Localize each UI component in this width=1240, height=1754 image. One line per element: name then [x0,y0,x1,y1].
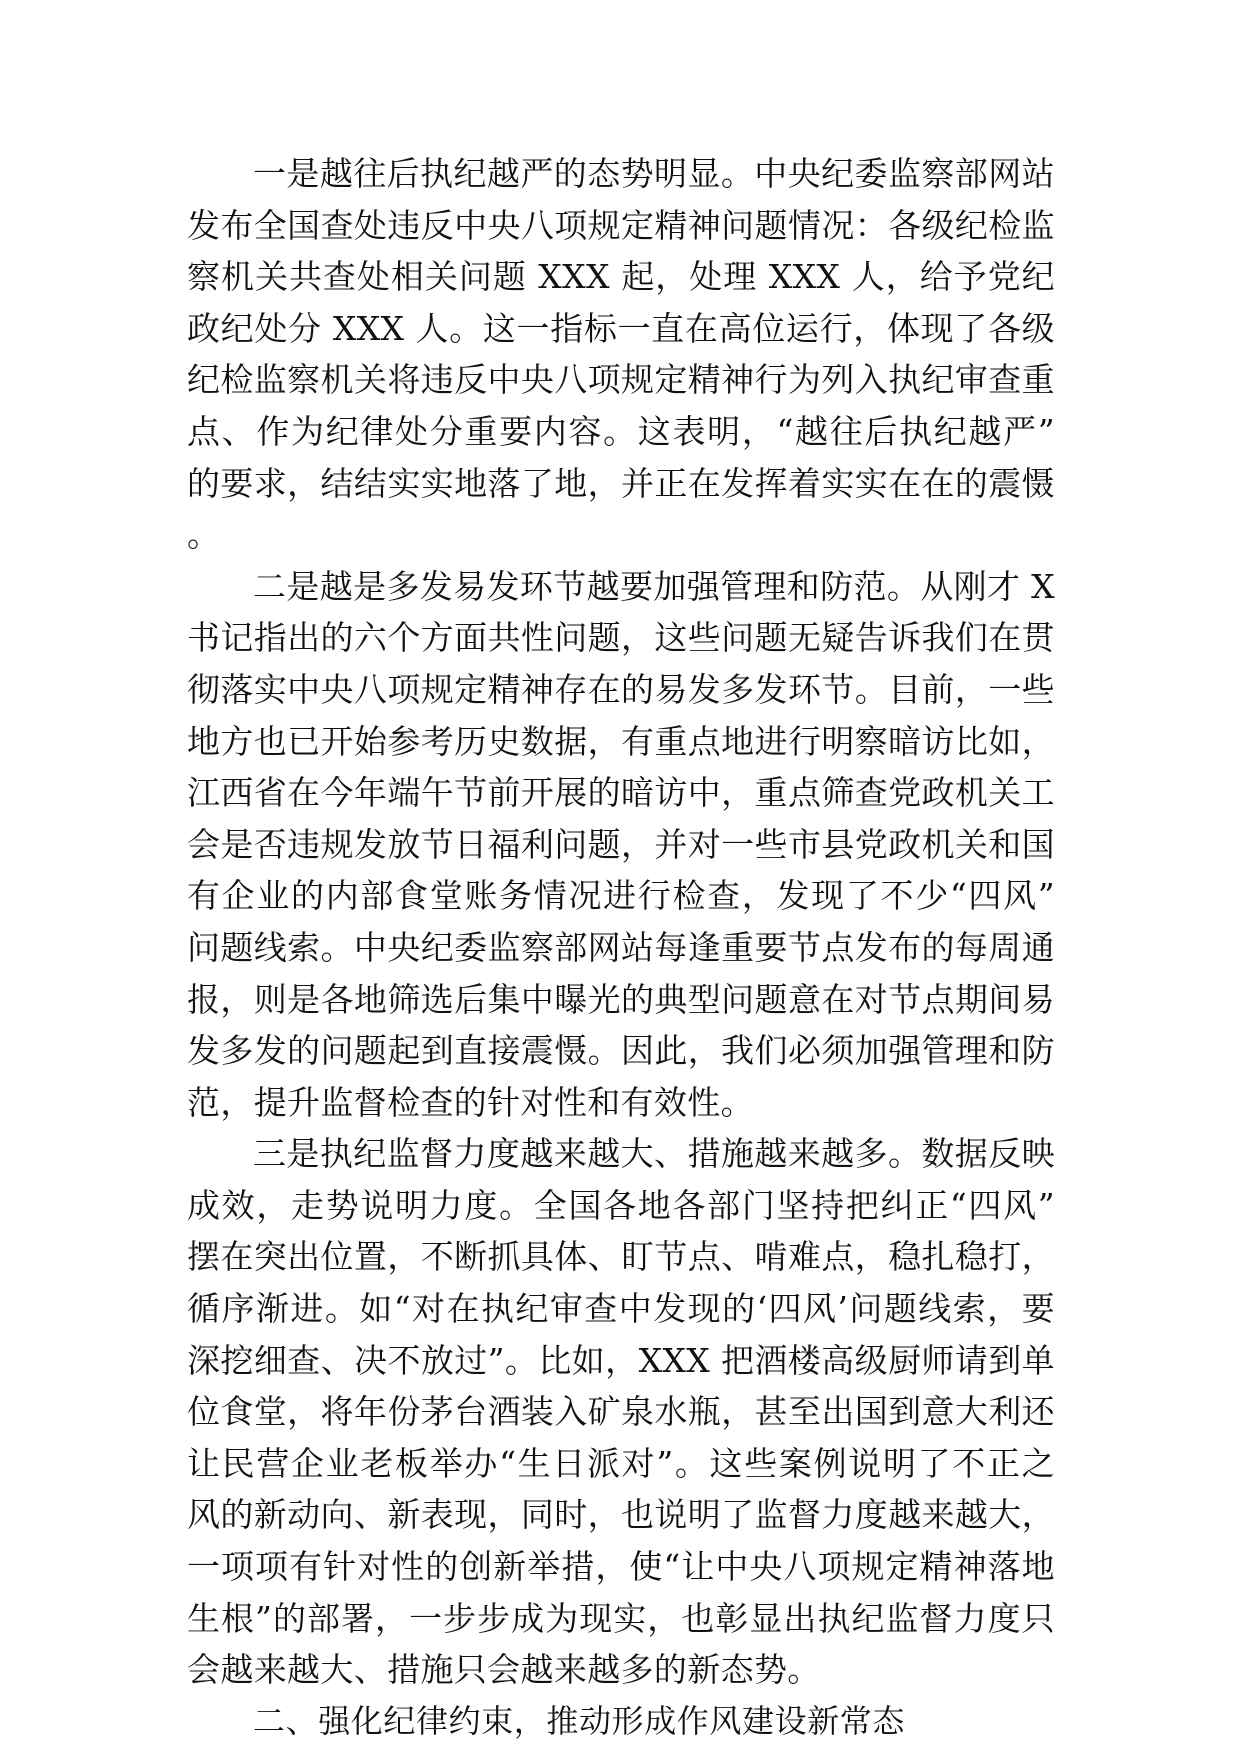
paragraph-2: 二是越是多发易发环节越要加强管理和防范。从刚才 X 书记指出的六个方面共性问题，这些问题无疑告诉我们在贯彻落实中央八项规定精神存在的易发多发环节。目前，一些地方也已开始参考历史数据，有重点地进行明察暗访比如，江西省在今年端午节前开展的暗访中，重点筛查党政机关工会是否违规发放节日福利问题，并对一些市县党政机关和国有企业的内部食堂账务情况进行检查，发现了不少“四风”问题线索。中央纪委监察部网站每逢重要节点发布的每周通报，则是各地筛选后集中曝光的典型问题意在对节点期间易发多发的问题起到直接震慑。因此，我们必须加强管理和防范，提升监督检查的针对性和有效性。 [187,566,1055,1122]
section-heading: 二、强化纪律约束，推动形成作风建设新常态 [253,1701,906,1740]
paragraph-1: 一是越往后执纪越严的态势明显。中央纪委监察部网站发布全国查处违反中央八项规定精神问题情况：各级纪检监察机关共查处相关问题 XXX 起，处理 XXX 人，给予党纪政纪处分 XXX 人。这一指标一直在高位运行，体现了各级纪检监察机关将违反中央八项规定精神行为列入执纪审查重点、作为纪律处分重要内容。这表明，“越往后执纪越严”的要求，结结实实地落了地，并正在发挥着实实在在的震慑。 [187,154,1055,555]
document-page [187,148,1055,1747]
paragraph-3: 三是执纪监督力度越来越大、措施越来越多。数据反映成效，走势说明力度。全国各地各部门坚持把纠正“四风”摆在突出位置，不断抓具体、盯节点、啃难点，稳扎稳打，循序渐进。如“对在执纪审查中发现的‘四风’问题线索，要深挖细查、决不放过”。比如，XXX 把酒楼高级厨师请到单位食堂，将年份茅台酒装入矿泉水瓶，甚至出国到意大利还让民营企业老板举办“生日派对”。这些案例说明了不正之风的新动向、新表现，同时，也说明了监督力度越来越大，一项项有针对性的创新举措，使“让中央八项规定精神落地生根”的部署，一步步成为现实，也彰显出执纪监督力度只会越来越大、措施只会越来越多的新态势。 [187,1134,1055,1690]
